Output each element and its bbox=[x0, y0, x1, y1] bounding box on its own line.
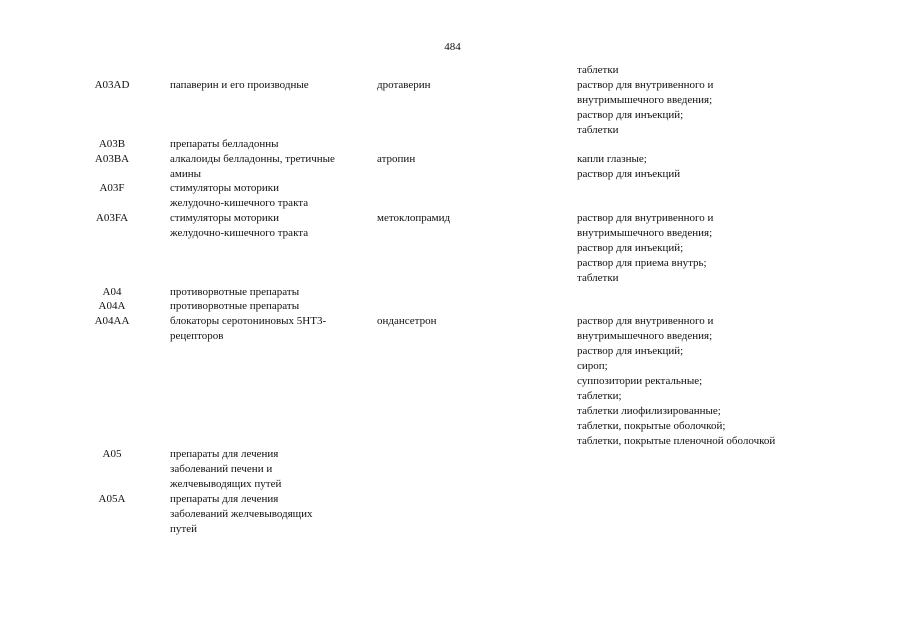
form-line: таблетки, покрытые оболочкой; bbox=[577, 420, 726, 432]
group-description: противорвотные препараты bbox=[170, 286, 300, 298]
form-line: раствор для инъекций; bbox=[577, 345, 684, 357]
atc-code: A03FA bbox=[95, 212, 129, 224]
group-description: препараты для лечения заболеваний желчевыводящих путей bbox=[170, 493, 313, 535]
atc-code: A03B bbox=[98, 138, 126, 150]
group-description: алкалоиды белладонны, третичные амины bbox=[170, 153, 335, 180]
atc-code: A04A bbox=[98, 300, 126, 312]
atc-code: A03AD bbox=[94, 79, 130, 91]
drug-name: атропин bbox=[377, 153, 416, 165]
page-number: 484 bbox=[444, 41, 461, 53]
form-line: сироп; bbox=[577, 360, 608, 372]
form-line: суппозитории ректальные; bbox=[577, 375, 703, 387]
group-description: препараты для лечения заболеваний печени и желчевыводящих путей bbox=[170, 448, 282, 490]
form-line: раствор для инъекций bbox=[577, 168, 681, 180]
form-line: внутримышечного введения; bbox=[577, 227, 713, 239]
form-line: таблетки bbox=[577, 272, 619, 284]
group-description: блокаторы серотониновых 5HT3- рецепторов bbox=[170, 315, 327, 342]
drug-name: метоклопрамид bbox=[377, 212, 451, 224]
atc-code: A03BA bbox=[94, 153, 130, 165]
atc-code: A03F bbox=[99, 182, 125, 194]
form-line: раствор для приема внутрь; bbox=[577, 257, 707, 269]
atc-code: A05A bbox=[98, 493, 126, 505]
group-description: стимуляторы моторики желудочно-кишечного тракта bbox=[170, 182, 309, 209]
group-description: стимуляторы моторики желудочно-кишечного тракта bbox=[170, 212, 309, 239]
drug-name: дротаверин bbox=[377, 79, 431, 91]
form-line: внутримышечного введения; bbox=[577, 94, 713, 106]
form-line: таблетки bbox=[577, 124, 619, 136]
atc-code: A04 bbox=[102, 286, 122, 298]
form-line: раствор для внутривенного и bbox=[577, 212, 714, 224]
form-line: внутримышечного введения; bbox=[577, 330, 713, 342]
drug-forms bbox=[577, 211, 897, 286]
form-line: капли глазные; bbox=[577, 153, 647, 165]
drug-forms bbox=[577, 152, 897, 182]
group-description: препараты белладонны bbox=[170, 138, 279, 150]
form-line: таблетки; bbox=[577, 390, 622, 402]
form-line: раствор для внутривенного и bbox=[577, 79, 714, 91]
drug-forms-continued bbox=[577, 63, 897, 78]
form-line: таблетки bbox=[577, 64, 619, 76]
group-description: противорвотные препараты bbox=[170, 300, 300, 312]
atc-code: A05 bbox=[102, 448, 122, 460]
form-line: раствор для инъекций; bbox=[577, 109, 684, 121]
form-line: таблетки лиофилизированные; bbox=[577, 405, 721, 417]
group-description: папаверин и его производные bbox=[170, 79, 309, 91]
form-line: таблетки, покрытые пленочной оболочкой bbox=[577, 435, 776, 447]
drug-name: ондансетрон bbox=[377, 315, 437, 327]
form-line: раствор для инъекций; bbox=[577, 242, 684, 254]
drug-forms bbox=[577, 78, 897, 138]
drug-forms bbox=[577, 314, 897, 449]
form-line: раствор для внутривенного и bbox=[577, 315, 714, 327]
atc-code: A04AA bbox=[94, 315, 130, 327]
